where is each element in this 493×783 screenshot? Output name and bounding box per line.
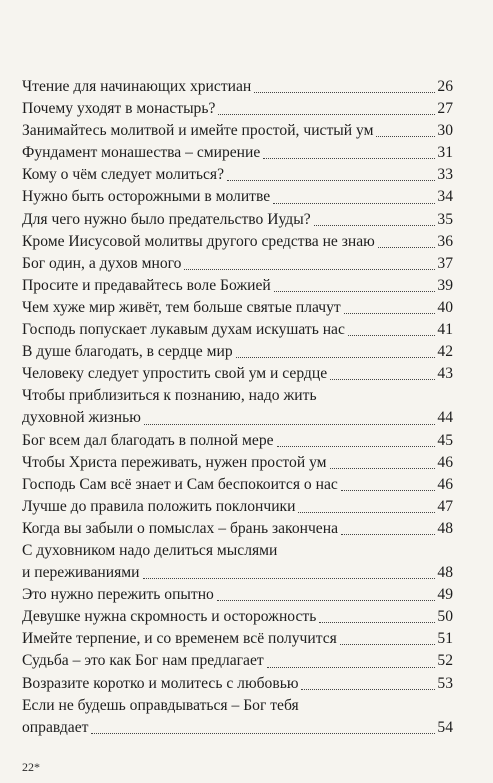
toc-entry-page-number: 49 (437, 586, 453, 604)
toc-entry-page-number: 41 (437, 321, 453, 339)
toc-entry (22, 231, 453, 253)
toc-entry (22, 628, 453, 650)
toc-entry-page-number: 34 (437, 188, 453, 206)
dot-leader (301, 689, 435, 690)
toc-entry-title: Имейте терпение, и со временем всё получится (22, 630, 337, 648)
toc-entry-title: Лучше до правила положить поклончики (22, 497, 296, 515)
toc-entry (22, 319, 453, 341)
toc-entry-title-continued: духовной жизнью (22, 409, 141, 427)
toc-entry (22, 452, 453, 474)
toc-entry (22, 186, 453, 208)
toc-entry-title: Возразите коротко и молитесь с любовью (22, 674, 299, 692)
dot-leader (267, 667, 436, 668)
dot-leader (330, 379, 435, 380)
toc-entry-title: С духовником надо делиться мыслями (22, 541, 278, 559)
toc-entry (22, 518, 453, 540)
toc-entry (22, 341, 453, 363)
toc-entry-page-number: 42 (437, 343, 453, 361)
dot-leader (273, 203, 435, 204)
toc-entry-title: Судьба – это как Бог нам предлагает (22, 652, 264, 670)
toc-entry-page-number: 43 (437, 365, 453, 383)
toc-entry-title: Занимайтесь молитвой и имейте простой, чистый ум (22, 122, 374, 140)
toc-entry-page-number: 50 (437, 608, 453, 626)
toc-entry-page-number: 30 (437, 122, 453, 140)
toc-entry-page-number: 48 (437, 564, 453, 582)
toc-entry (22, 650, 453, 672)
toc-entry-title: Кому о чём следует молиться? (22, 166, 225, 184)
dot-leader (144, 424, 436, 425)
toc-entry (22, 363, 453, 385)
toc-entry-page-number: 27 (437, 100, 453, 118)
toc-entry (22, 275, 453, 297)
dot-leader (227, 180, 435, 181)
dot-leader (263, 158, 435, 159)
toc-entry (22, 430, 453, 452)
toc-entry (22, 164, 453, 186)
toc-entry (22, 673, 453, 695)
toc-entry (22, 540, 453, 584)
toc-entry-title: Девушке нужна скромность и осторожность (22, 608, 317, 626)
toc-entry (22, 253, 453, 275)
toc-entry-title: Почему уходят в монастырь? (22, 100, 216, 118)
dot-leader (143, 578, 436, 579)
toc-entry (22, 209, 453, 231)
toc-entry-page-number: 31 (437, 144, 453, 162)
toc-entry-page-number: 54 (437, 718, 453, 736)
toc-entry-page-number: 46 (437, 475, 453, 493)
toc-entry-page-number: 51 (437, 630, 453, 648)
toc-entry-title: Кроме Иисусовой молитвы другого средства не знаю (22, 232, 375, 250)
toc-entry-title: Это нужно пережить опытно (22, 586, 214, 604)
toc-entry-title: Чем хуже мир живёт, тем больше святые плачут (22, 298, 341, 316)
toc-entry-page-number: 40 (437, 298, 453, 316)
toc-entry-page-number: 45 (437, 431, 453, 449)
toc-entry-continuation (22, 407, 453, 429)
dot-leader (330, 468, 436, 469)
toc-entry-page-number: 46 (437, 453, 453, 471)
dot-leader (376, 136, 435, 137)
toc-entry-title: Бог один, а духов много (22, 254, 182, 272)
toc-entry-page-number: 47 (437, 497, 453, 515)
dot-leader (218, 114, 435, 115)
dot-leader (378, 247, 436, 248)
toc-entry (22, 142, 453, 164)
dot-leader (277, 446, 436, 447)
toc-entry-title: Господь Сам всё знает и Сам беспокоится о нас (22, 475, 338, 493)
toc-entry-continuation (22, 717, 453, 739)
toc-entry (22, 385, 453, 429)
toc-entry-title: Просите и предавайтесь воле Божией (22, 276, 271, 294)
dot-leader (274, 291, 436, 292)
toc-entry-page-number: 52 (437, 652, 453, 670)
toc-entry-page-number: 33 (437, 166, 453, 184)
toc-entry (22, 120, 453, 142)
toc-entry-title: Чтение для начинающих христиан (22, 78, 252, 95)
toc-entry-title: Для чего нужно было предательство Иуды? (22, 210, 311, 228)
toc-entry-page-number: 37 (437, 254, 453, 272)
toc-entry-title: Бог всем дал благодать в полной мере (22, 431, 274, 449)
dot-leader (217, 600, 436, 601)
dot-leader (341, 490, 436, 491)
toc-entry (22, 76, 453, 98)
dot-leader (344, 313, 436, 314)
toc-entry-page-number: 48 (437, 519, 453, 537)
dot-leader (341, 534, 435, 535)
toc-entry (22, 695, 453, 739)
toc-entry (22, 297, 453, 319)
toc-entry-page-number: 36 (437, 232, 453, 250)
toc-entry-title: Когда вы забыли о помыслах – брань закончена (22, 519, 338, 537)
toc-entry-title-continued: и переживаниями (22, 564, 140, 582)
printer-signature-mark: 22* (22, 760, 40, 774)
toc-entry-title: Чтобы Христа переживать, нужен простой ум (22, 453, 327, 471)
toc-entry-title-continued: оправдает (22, 718, 89, 736)
dot-leader (236, 357, 436, 358)
toc-entry-continuation (22, 562, 453, 584)
toc-entry (22, 474, 453, 496)
dot-leader (254, 92, 435, 93)
toc-entry-page-number: 53 (437, 674, 453, 692)
toc-entry-title: В душе благодать, в сердце мир (22, 343, 233, 361)
toc-entry-title: Если не будешь оправдываться – Бог тебя (22, 696, 299, 714)
toc-entry-page-number: 39 (437, 276, 453, 294)
toc-entry (22, 98, 453, 120)
dot-leader (319, 622, 435, 623)
dot-leader (91, 733, 435, 734)
dot-leader (348, 335, 436, 336)
toc-entry-page-number: 35 (437, 210, 453, 228)
toc-entry (22, 606, 453, 628)
dot-leader (298, 512, 435, 513)
toc-entry-title: Фундамент монашества – смирение (22, 144, 261, 162)
toc-entry (22, 496, 453, 518)
toc-entry-page-number: 44 (437, 409, 453, 427)
toc-entry-title: Господь попускает лукавым духам искушать нас (22, 321, 345, 339)
table-of-contents (22, 76, 453, 739)
toc-entry-title: Нужно быть осторожными в молитве (22, 188, 271, 206)
dot-leader (184, 269, 435, 270)
dot-leader (340, 644, 436, 645)
toc-entry (22, 584, 453, 606)
dot-leader (314, 225, 436, 226)
toc-entry-title: Человеку следует упростить свой ум и сердце (22, 365, 328, 383)
toc-entry-title: Чтобы приблизиться к познанию, надо жить (22, 387, 317, 405)
toc-entry-page-number: 26 (437, 78, 453, 95)
